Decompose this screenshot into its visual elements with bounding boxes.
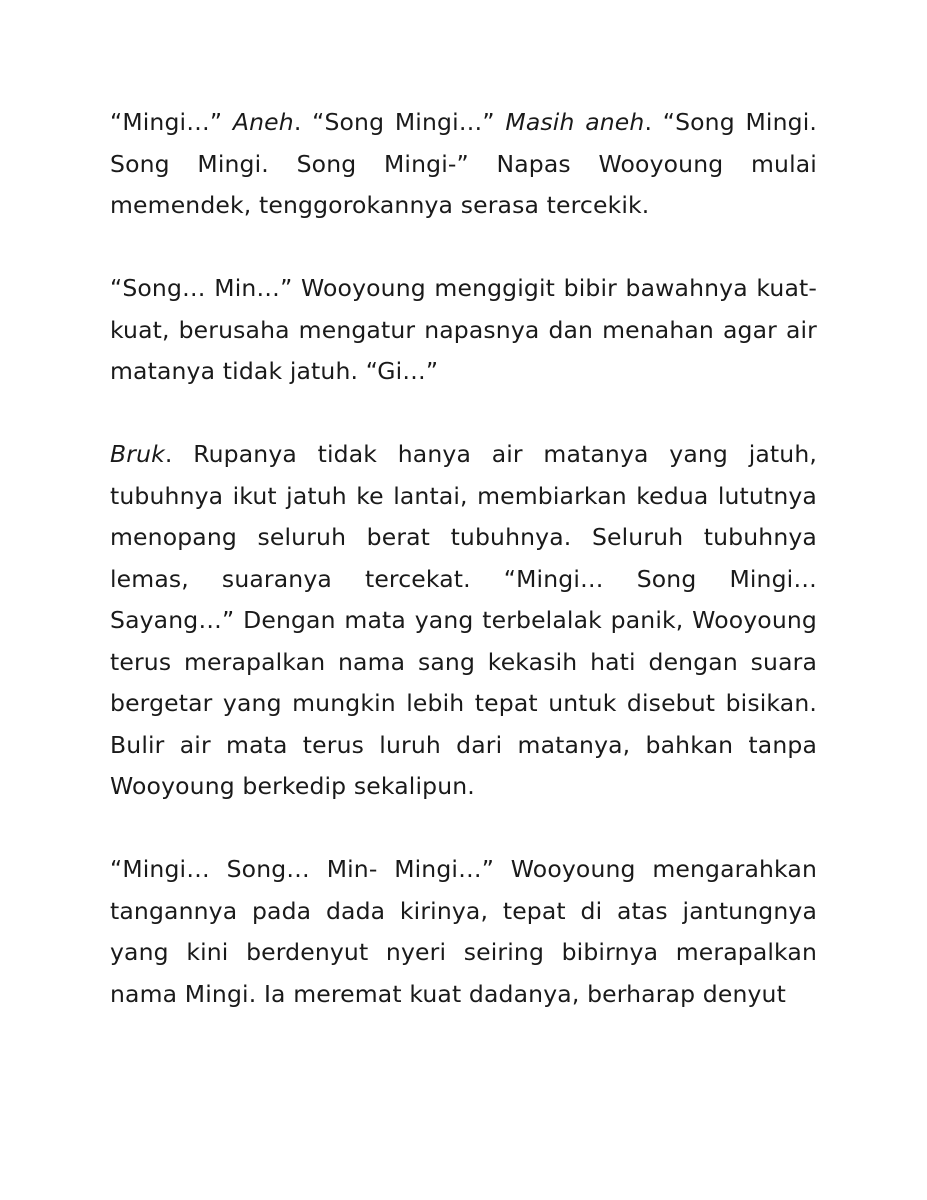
document-page (110, 102, 817, 1057)
text-segment: “Mingi…” (110, 108, 233, 136)
italic-text-segment: Masih aneh (505, 108, 645, 136)
paragraph-2 (110, 268, 817, 393)
italic-text-segment: Bruk (110, 440, 165, 468)
paragraph-1 (110, 102, 817, 227)
italic-text-segment: Aneh (232, 108, 294, 136)
text-segment: “Song… Min…” Wooyoung menggigit bibir bawahnya kuat-kuat, berusaha mengatur napasnya dan menahan agar air matanya tidak jatuh. “Gi…” (110, 274, 817, 385)
paragraph-4 (110, 849, 817, 1015)
text-segment: “Mingi… Song… Min- Mingi…” Wooyoung mengarahkan tangannya pada dada kirinya, tepat di atas jantungnya yang kini berdenyut nyeri seiring bibirnya merapalkan nama Mingi. Ia meremat kuat dadanya, berharap denyut (110, 855, 817, 1008)
paragraph-3 (110, 434, 817, 808)
text-segment: . “Song Mingi…” (293, 108, 506, 136)
text-segment: . Rupanya tidak hanya air matanya yang jatuh, tubuhnya ikut jatuh ke lantai, membiarkan kedua lututnya menopang seluruh berat tubuhnya. Seluruh tubuhnya lemas, suaranya tercekat. “Mingi… Song Mingi… Sayang…” Dengan mata yang terbelalak panik, Wooyoung terus merapalkan nama sang kekasih hati dengan suara bergetar yang mungkin lebih tepat untuk disebut bisikan. Bulir air mata terus luruh dari matanya, bahkan tanpa Wooyoung berkedip sekalipun. (110, 440, 817, 800)
text-segment: . “Song Mingi. Song Mingi. Song Mingi-” Napas Wooyoung mulai memendek, tenggorokannya serasa tercekik. (110, 108, 817, 219)
